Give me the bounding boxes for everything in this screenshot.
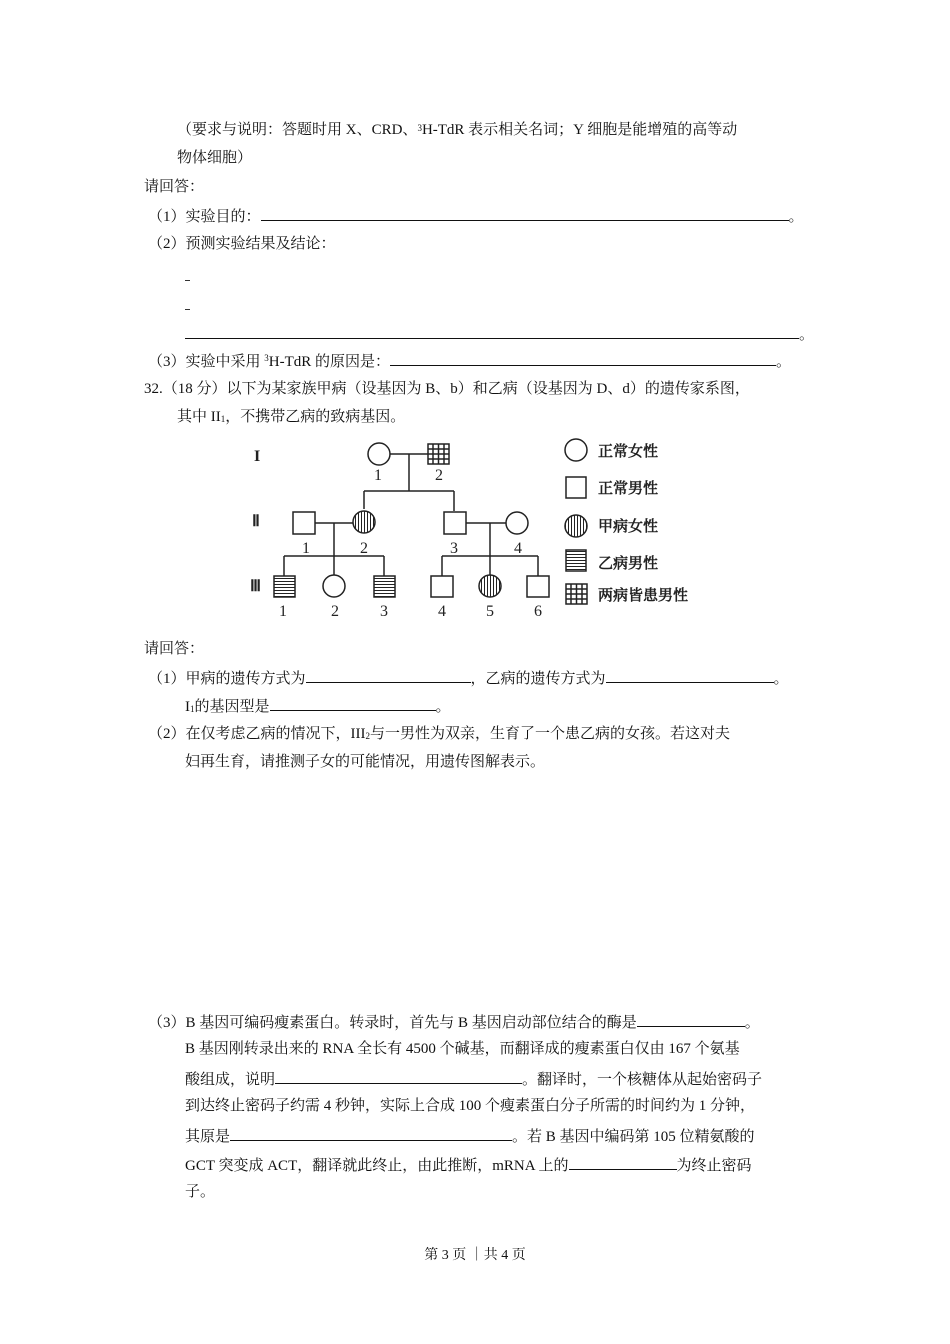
answer-blank[interactable]: [261, 205, 789, 221]
intro-note-line2: 物体细胞）: [177, 150, 253, 166]
label: 的基因型是: [194, 699, 270, 715]
period: 。: [799, 327, 815, 343]
legend-label: 乙病男性: [598, 554, 659, 572]
text: ，不携带乙病的致病基因。: [225, 409, 406, 425]
individual-II-1: [293, 512, 315, 534]
text: 酸组成，说明: [185, 1072, 276, 1088]
intro-text: H-TdR 表示相关名词；Y 细胞是能增殖的高等动: [421, 122, 738, 138]
q32-part1-line2: [185, 695, 451, 717]
intro-note-line1: [177, 120, 737, 140]
q32-part3-line6: [185, 1154, 752, 1176]
text: （2）在仅考虑乙病的情况下，III: [148, 726, 366, 742]
superscript: 3: [264, 353, 269, 363]
legend-symbol-normal-female: [565, 439, 587, 461]
answer-blank[interactable]: [270, 695, 436, 711]
q31-part1: [148, 205, 804, 227]
text: 其中 II: [177, 409, 221, 425]
label: ，乙病的遗传方式为: [470, 671, 606, 687]
individual-I-1: [368, 443, 390, 465]
individual-III-6: [527, 576, 549, 597]
svg-text:1: 1: [279, 603, 287, 620]
period: 。: [744, 1015, 760, 1031]
text: 为终止密码: [676, 1158, 752, 1174]
answer-prompt: 请回答：: [144, 641, 205, 657]
text: 其原是: [185, 1129, 231, 1145]
period: 。: [773, 671, 789, 687]
svg-text:1: 1: [374, 467, 382, 484]
individual-III-1: [274, 576, 295, 597]
text: GCT 突变成 ACT，翻译就此终止，由此推断，mRNA 上的: [185, 1158, 569, 1174]
legend-symbol-disease-b-male: [566, 550, 586, 571]
svg-text:6: 6: [534, 603, 542, 620]
svg-text:4: 4: [438, 603, 446, 620]
q32-part3-line5: [185, 1125, 755, 1147]
individual-III-2: [323, 575, 345, 597]
answer-blank[interactable]: [569, 1154, 677, 1170]
individual-II-2: [353, 511, 375, 533]
answer-blank[interactable]: [275, 1068, 522, 1084]
answer-blank[interactable]: [637, 1011, 745, 1027]
label: （1）甲病的遗传方式为: [148, 671, 306, 687]
answer-blank[interactable]: [230, 1125, 512, 1141]
label: I: [185, 699, 190, 715]
legend-symbol-normal-male: [566, 477, 586, 498]
answer-blank[interactable]: [390, 350, 776, 366]
individual-III-3: [374, 576, 395, 597]
legend-symbol-disease-a-female: [565, 515, 587, 537]
generation-label-II: Ⅱ: [252, 513, 260, 530]
period: 。: [435, 699, 451, 715]
label: H-TdR 的原因是：: [268, 354, 391, 370]
q32-part3-line2: B 基因刚转录出来的 RNA 全长有 4500 个碱基，而翻译成的瘦素蛋白仅由 167 个氨基: [185, 1041, 740, 1057]
answer-blank[interactable]: [185, 323, 799, 339]
q32-stem-line1: 32.（18 分）以下为某家族甲病（设基因为 B、b）和乙病（设基因为 D、d）的遗传家系图，: [144, 381, 750, 397]
generation-label-III: Ⅲ: [250, 578, 262, 595]
q31-part2-label: （2）预测实验结果及结论：: [148, 236, 336, 252]
answer-dash-2[interactable]: [185, 309, 190, 310]
q32-part3-line4: 到达终止密码子约需 4 秒钟，实际上合成 100 个瘦素蛋白分子所需的时间约为 1 分钟，: [185, 1098, 756, 1114]
q32-part1-line1: [148, 667, 789, 689]
period: 。: [776, 354, 792, 370]
q32-part2-line2: 妇再生育，请推测子女的可能情况，用遗传图解表示。: [185, 754, 546, 770]
label: （1）实验目的：: [148, 209, 261, 225]
answer-blank[interactable]: [306, 667, 471, 683]
q32-part2-line1: [148, 724, 730, 744]
legend-label: 两病皆患男性: [598, 586, 689, 604]
q32-part3-line3: [185, 1068, 762, 1090]
subscript: 1: [220, 414, 226, 424]
q32-part3-line1: [148, 1011, 760, 1033]
label: （3）实验中采用: [148, 354, 265, 370]
text: （3）B 基因可编码瘦素蛋白。转录时，首先与 B 基因启动部位结合的酶是: [148, 1015, 637, 1031]
svg-text:5: 5: [486, 603, 494, 620]
legend-label: 正常男性: [598, 479, 659, 497]
answer-blank[interactable]: [606, 667, 774, 683]
svg-text:1: 1: [302, 540, 310, 557]
subscript: 2: [365, 731, 370, 741]
page-footer: 第 3 页 ｜共 4 页: [424, 1248, 526, 1263]
svg-text:2: 2: [360, 540, 368, 557]
intro-text: （要求与说明：答题时用 X、CRD、: [177, 122, 418, 138]
individual-II-4: [506, 512, 528, 534]
q31-part3: [148, 350, 791, 372]
text: 。若 B 基因中编码第 105 位精氨酸的: [512, 1129, 755, 1145]
period: 。: [788, 209, 804, 225]
q32-part3-line7: 子。: [185, 1184, 216, 1200]
text: 。翻译时，一个核糖体从起始密码子: [522, 1072, 763, 1088]
answer-prompt: 请回答：: [144, 179, 205, 195]
answer-dash-1[interactable]: [185, 280, 190, 281]
legend-label: 正常女性: [598, 442, 659, 460]
superscript: 3: [417, 123, 422, 133]
subscript: 1: [190, 704, 195, 714]
q31-part2-blank-line: [185, 323, 814, 345]
svg-text:3: 3: [380, 603, 388, 620]
legend-label: 甲病女性: [598, 517, 659, 535]
individual-III-5: [479, 575, 501, 597]
text: 与一男性为双亲，生育了一个患乙病的女孩。若这对夫: [370, 726, 731, 742]
individual-III-4: [431, 576, 453, 597]
q32-stem-line2: [177, 407, 405, 427]
svg-text:2: 2: [435, 467, 443, 484]
svg-text:2: 2: [331, 603, 339, 620]
svg-text:4: 4: [514, 540, 522, 557]
svg-text:3: 3: [450, 540, 458, 557]
generation-label-I: I: [254, 448, 261, 465]
individual-II-3: [444, 512, 466, 534]
pedigree-diagram: [246, 436, 716, 626]
